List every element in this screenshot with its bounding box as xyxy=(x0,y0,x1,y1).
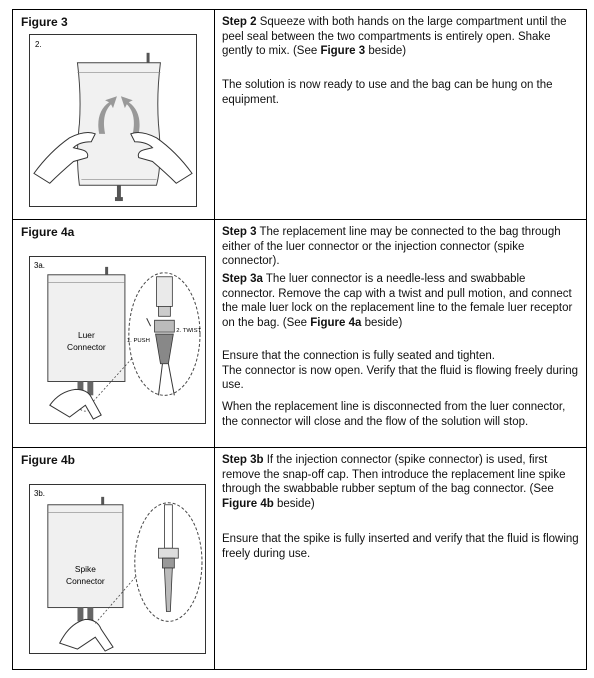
spike-label-2: Connector xyxy=(66,575,105,586)
step-3-text: Step 3 The replacement line may be connected to the bag through either of the luer connector or the injection connector (spike connector). xyxy=(222,226,561,268)
spike-connector-drawing xyxy=(30,485,205,653)
row-step-3a xyxy=(13,220,586,448)
figure-3-illustration xyxy=(29,34,197,207)
step-2-text: Step 2 Squeeze with both hands on the large compartment until the peel seal between the two compartments is entirely open. Shake gently to mix. (See Figure 3 beside) xyxy=(222,16,567,58)
luer-label-1: Luer xyxy=(77,330,95,341)
step-3a-ensure-1: Ensure that the connection is fully seated and tighten. xyxy=(222,350,495,362)
figure-4b-illustration xyxy=(29,484,206,654)
figure-3-cell xyxy=(13,10,214,219)
row-step-2 xyxy=(13,10,586,220)
bag-squeeze-drawing xyxy=(30,35,196,206)
figure-4a-number: 3a. xyxy=(34,260,45,270)
figure-4a-cell xyxy=(13,220,214,447)
step-3a-disconnect: When the replacement line is disconnected from the luer connector, the connector will close and the flow of the solution will stop. xyxy=(222,401,566,428)
figure-3-label: Figure 3 xyxy=(21,15,68,29)
figure-4b-cell xyxy=(13,448,214,670)
step-3b-cell xyxy=(222,448,580,670)
step-3a-ensure-2: The connector is now open. Verify that the fluid is flowing freely during use. xyxy=(222,364,579,392)
figure-4b-label: Figure 4b xyxy=(21,453,76,467)
step-3a-text: Step 3a The luer connector is a needle-less and swabbable connector. Remove the cap with a twist and pull motion, and connect the male luer lock on the replacement line to the female luer receptor on the bag. (See Figure 4a beside) xyxy=(222,273,573,329)
push-label: 1. PUSH xyxy=(126,337,150,344)
step-3-cell xyxy=(222,220,580,447)
instruction-table xyxy=(12,9,587,670)
figure-4a-label: Figure 4a xyxy=(21,225,75,239)
luer-label-2: Connector xyxy=(67,341,106,352)
twist-label: 2. TWIST xyxy=(176,328,202,335)
step-2-ready-text: The solution is now ready to use and the bag can be hung on the equipment. xyxy=(222,79,553,106)
luer-connector-drawing xyxy=(30,257,205,423)
figure-4b-number: 3b. xyxy=(33,488,45,498)
figure-3-number: 2. xyxy=(34,39,42,49)
step-2-cell xyxy=(222,10,580,219)
spike-label-1: Spike xyxy=(74,563,96,574)
step-3b-text: Step 3b If the injection connector (spike connector) is used, first remove the snap-off cap. Then introduce the replacement line spike through the swabbable rubber septum of the bag connector. (See Figure 4b beside) xyxy=(222,454,566,510)
row-step-3b xyxy=(13,448,586,670)
step-3b-ensure: Ensure that the spike is fully inserted and verify that the fluid is flowing freely during use. xyxy=(222,533,579,560)
figure-4a-illustration xyxy=(29,256,206,424)
